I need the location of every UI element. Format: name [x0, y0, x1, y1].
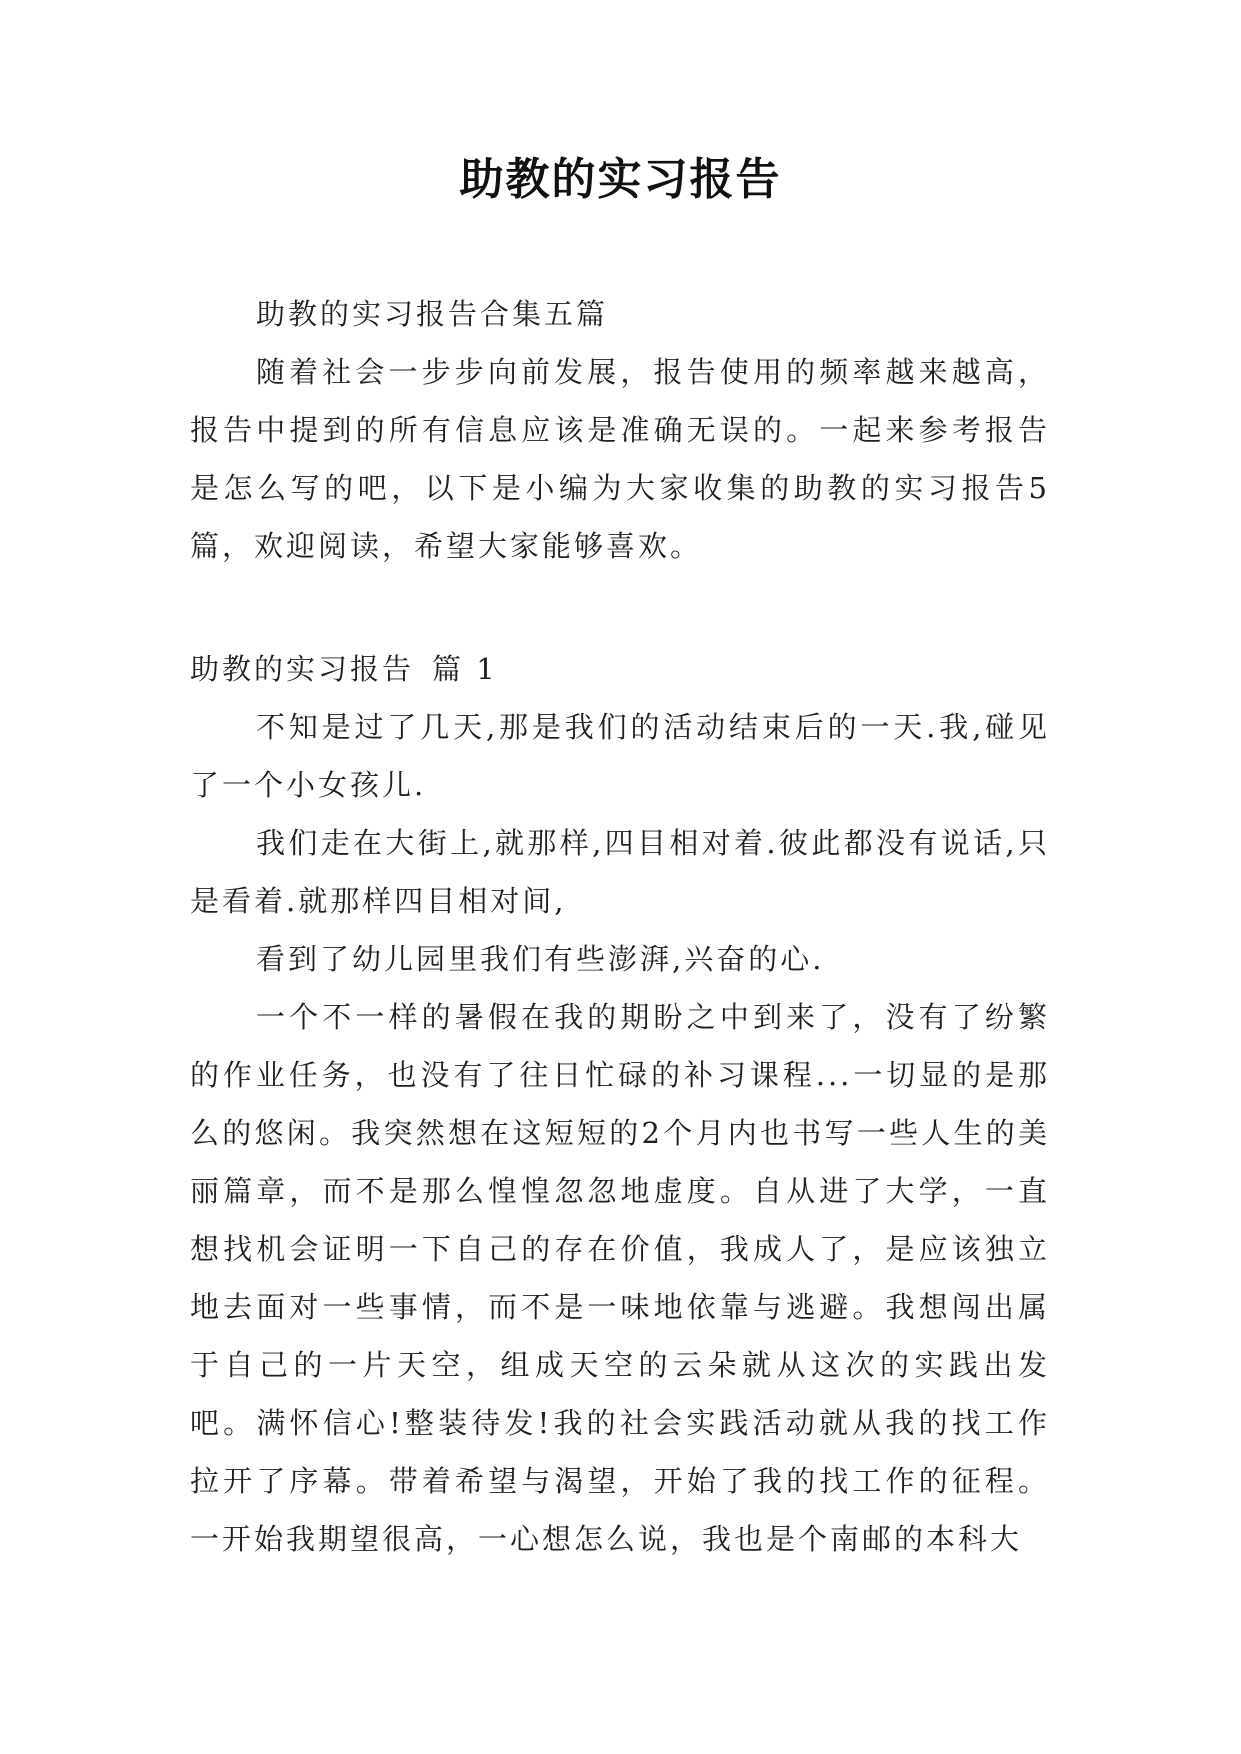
section-heading	[190, 640, 1050, 698]
section-heading-title: 助教的实习报告	[190, 652, 415, 686]
intro-subtitle: 助教的实习报告合集五篇	[256, 297, 609, 331]
section-paragraph: 一个不一样的暑假在我的期盼之中到来了，没有了纷繁的作业任务，也没有了往日忙碌的补习课程...一切显的是那么的悠闲。我突然想在这短短的2个月内也书写一些人生的美丽篇章，而不是那么惶惶忽忽地虚度。自从进了大学，一直想找机会证明一下自己的存在价值，我成人了，是应该独立地去面对一些事情，而不是一味地依靠与逃避。我想闯出属于自己的一片天空，组成天空的云朵就从这次的实践出发吧。满怀信心!整装待发!我的社会实践活动就从我的找工作拉开了序幕。带着希望与渴望，开始了我的找工作的征程。一开始我期望很高，一心想怎么说，我也是个南邮的本科大	[190, 1000, 1050, 1556]
section-heading-number: 篇 1	[432, 652, 498, 686]
intro-block	[190, 285, 1050, 575]
intro-paragraph: 随着社会一步步向前发展，报告使用的频率越来越高，报告中提到的所有信息应该是准确无误的。一起来参考报告是怎么写的吧，以下是小编为大家收集的助教的实习报告5篇，欢迎阅读，希望大家能够喜欢。	[190, 355, 1050, 563]
document-title: 助教的实习报告	[459, 154, 782, 205]
section-paragraph: 不知是过了几天,那是我们的活动结束后的一天.我,碰见了一个小女孩儿.	[190, 710, 1050, 802]
section-1	[190, 640, 1050, 1568]
section-paragraph: 我们走在大街上,就那样,四目相对着.彼此都没有说话,只是看着.就那样四目相对间,	[190, 826, 1050, 918]
section-paragraph: 看到了幼儿园里我们有些澎湃,兴奋的心.	[256, 942, 825, 976]
